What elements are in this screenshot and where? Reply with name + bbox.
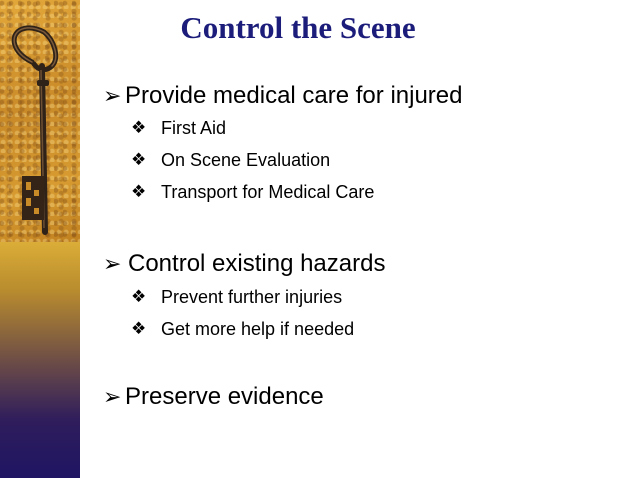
diamond-bullet-icon: ❖ [131, 319, 147, 338]
sub-bullet-text: First Aid [161, 118, 227, 138]
diamond-bullet-icon: ❖ [131, 287, 147, 306]
bullet-text: Preserve evidence [125, 383, 324, 410]
sub-bullet-text: On Scene Evaluation [161, 150, 331, 170]
old-key-photo [0, 0, 80, 242]
diamond-bullet-icon: ❖ [131, 182, 147, 201]
bullet-text: Provide medical care for injured [125, 82, 463, 109]
arrowhead-bullet-icon: ➢ [103, 83, 122, 108]
key-icon [0, 0, 80, 242]
arrowhead-bullet-icon: ➢ [103, 251, 122, 276]
slide-title: Control the Scene [180, 10, 416, 45]
bullet-text: Control existing hazards [128, 250, 386, 277]
arrowhead-bullet-icon: ➢ [103, 384, 122, 409]
decorative-sidebar [0, 0, 80, 478]
sub-bullet-text: Transport for Medical Care [161, 182, 375, 202]
diamond-bullet-icon: ❖ [131, 150, 147, 169]
diamond-bullet-icon: ❖ [131, 118, 147, 137]
sub-bullet-text: Prevent further injuries [161, 287, 343, 307]
sub-bullet-text: Get more help if needed [161, 319, 355, 339]
